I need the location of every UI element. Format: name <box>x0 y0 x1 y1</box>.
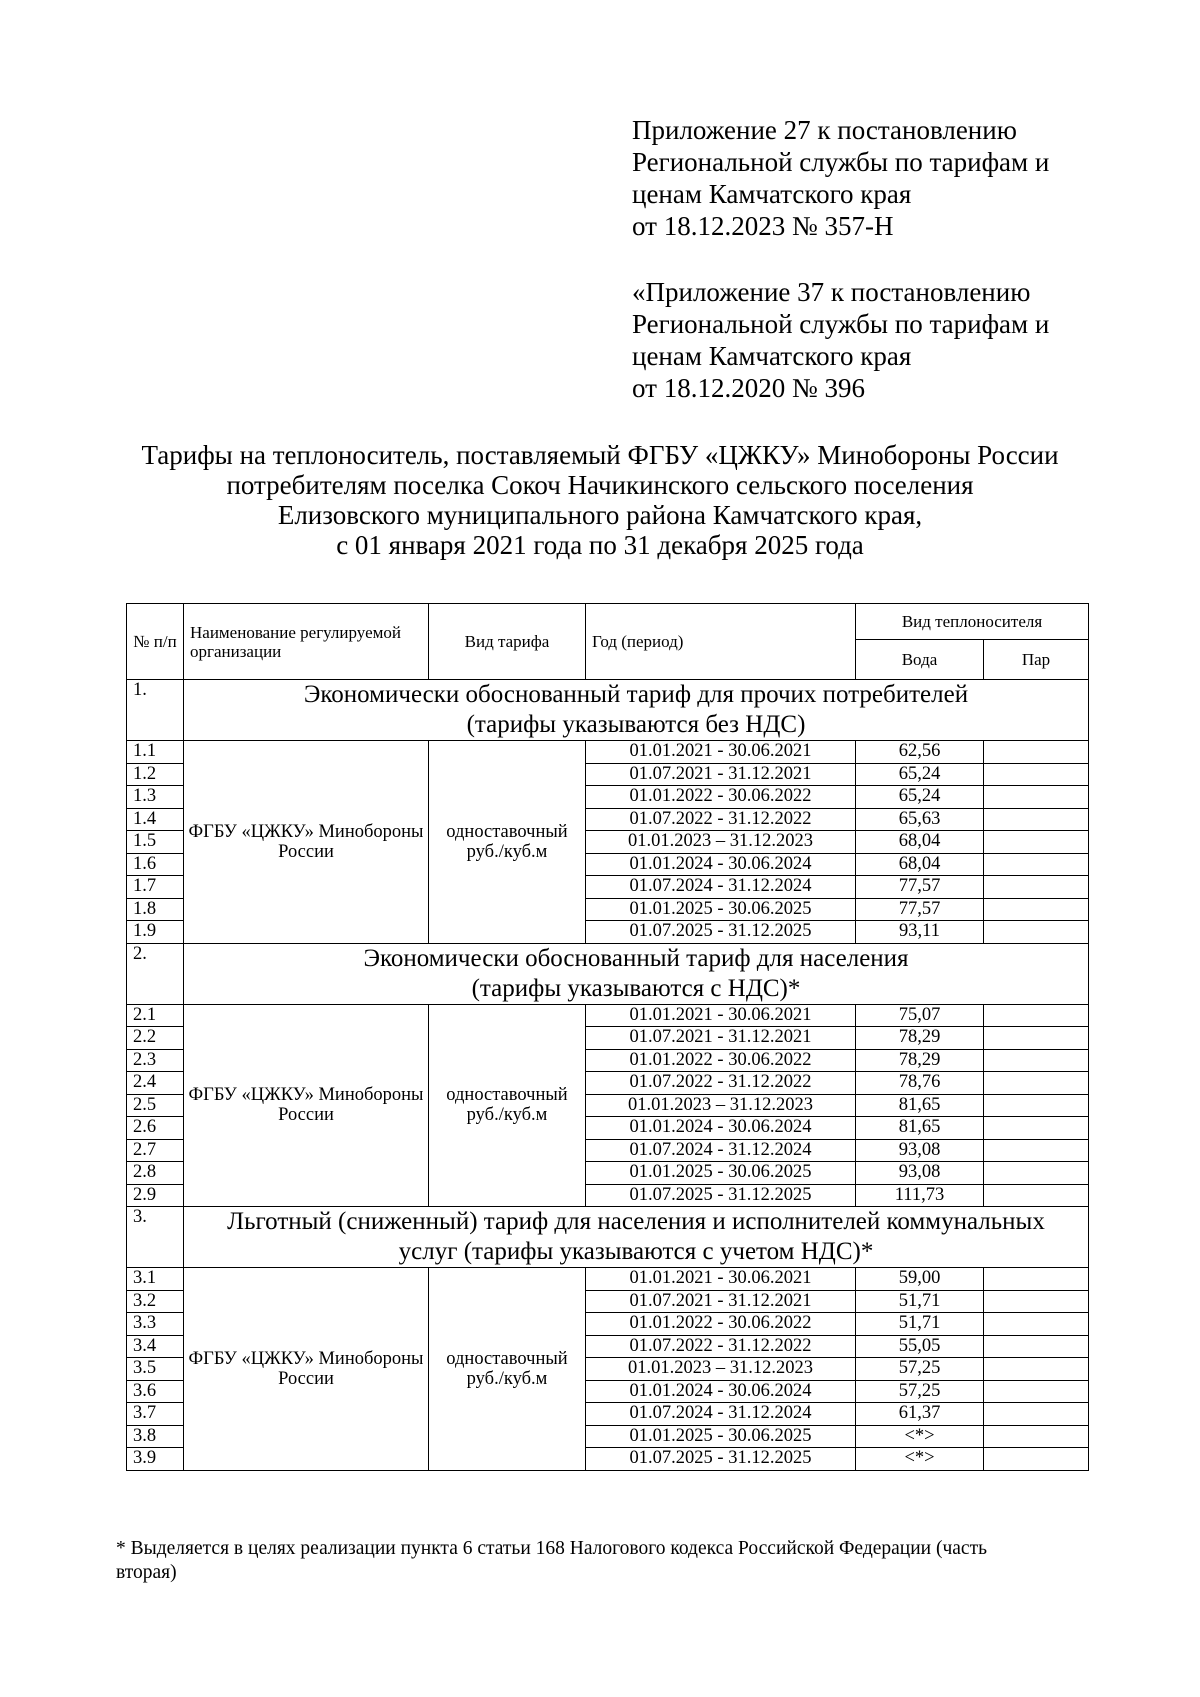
section-num: 2. <box>127 943 184 1004</box>
table-row <box>127 741 1089 764</box>
appendix-line: от 18.12.2023 № 357-Н <box>632 211 894 241</box>
steam-value <box>984 1027 1089 1050</box>
steam-value <box>984 1313 1089 1336</box>
steam-value <box>984 898 1089 921</box>
row-num: 1.3 <box>127 786 184 809</box>
row-num: 3.3 <box>127 1313 184 1336</box>
org-name: ФГБУ «ЦЖКУ» Минобороны России <box>184 1004 429 1207</box>
water-value: 78,29 <box>856 1049 984 1072</box>
appendix-line: от 18.12.2020 № 396 <box>632 373 865 403</box>
steam-value <box>984 876 1089 899</box>
row-num: 3.2 <box>127 1290 184 1313</box>
water-value: 68,04 <box>856 853 984 876</box>
steam-value <box>984 1004 1089 1027</box>
water-value: 77,57 <box>856 876 984 899</box>
steam-value <box>984 1380 1089 1403</box>
steam-value <box>984 1117 1089 1140</box>
period-cell: 01.01.2024 - 30.06.2024 <box>586 853 856 876</box>
row-num: 1.4 <box>127 808 184 831</box>
row-num: 1.9 <box>127 921 184 944</box>
steam-value <box>984 831 1089 854</box>
steam-value <box>984 921 1089 944</box>
row-num: 1.7 <box>127 876 184 899</box>
section-row <box>127 680 1089 741</box>
row-num: 3.7 <box>127 1403 184 1426</box>
period-cell: 01.07.2024 - 31.12.2024 <box>586 876 856 899</box>
appendix-line: «Приложение 37 к постановлению <box>632 277 1031 307</box>
appendix-line: Региональной службы по тарифам и <box>632 147 1050 177</box>
appendix-line: Приложение 27 к постановлению <box>632 115 1017 145</box>
water-value: 65,24 <box>856 786 984 809</box>
water-value: 111,73 <box>856 1184 984 1207</box>
period-cell: 01.01.2024 - 30.06.2024 <box>586 1117 856 1140</box>
section-title-line: (тарифы указываются без НДС) <box>466 711 806 738</box>
row-num: 2.9 <box>127 1184 184 1207</box>
period-cell: 01.07.2025 - 31.12.2025 <box>586 1184 856 1207</box>
water-value: <*> <box>856 1448 984 1471</box>
period-cell: 01.01.2021 - 30.06.2021 <box>586 1268 856 1291</box>
section-title-line: Экономически обоснованный тариф для прочих потребителей <box>303 681 969 708</box>
water-value: 78,76 <box>856 1072 984 1095</box>
section-title-line: (тарифы указываются с НДС)* <box>471 974 801 1002</box>
period-cell: 01.01.2023 – 31.12.2023 <box>586 1358 856 1381</box>
footnote-line: * Выделяется в целях реализации пункта 6 статьи 168 Налогового кодекса Российской Федерации (часть <box>116 1538 988 1559</box>
period-cell: 01.07.2024 - 31.12.2024 <box>586 1403 856 1426</box>
period-cell: 01.01.2023 – 31.12.2023 <box>586 1094 856 1117</box>
row-num: 2.7 <box>127 1139 184 1162</box>
section-title-line: услуг (тарифы указываются с учетом НДС)* <box>398 1238 874 1265</box>
row-num: 1.1 <box>127 741 184 764</box>
row-num: 2.2 <box>127 1027 184 1050</box>
appendix-block-current <box>632 114 1049 242</box>
row-num: 3.4 <box>127 1335 184 1358</box>
header-tariff-type: Вид тарифа <box>429 604 586 680</box>
period-cell: 01.07.2021 - 31.12.2021 <box>586 1290 856 1313</box>
period-cell: 01.07.2022 - 31.12.2022 <box>586 1072 856 1095</box>
steam-value <box>984 741 1089 764</box>
header-num: № п/п <box>127 604 184 680</box>
section-title <box>184 680 1089 741</box>
table-row <box>127 1268 1089 1291</box>
row-num: 1.8 <box>127 898 184 921</box>
org-name: ФГБУ «ЦЖКУ» Минобороны России <box>184 1268 429 1471</box>
water-value: 55,05 <box>856 1335 984 1358</box>
tariff-type: одноставочный руб./куб.м <box>429 1268 586 1471</box>
row-num: 2.5 <box>127 1094 184 1117</box>
steam-value <box>984 1448 1089 1471</box>
steam-value <box>984 1072 1089 1095</box>
section-title <box>184 1207 1089 1268</box>
row-num: 3.6 <box>127 1380 184 1403</box>
steam-value <box>984 1094 1089 1117</box>
tariff-type: одноставочный руб./куб.м <box>429 1004 586 1207</box>
water-value: 68,04 <box>856 831 984 854</box>
title-line: Елизовского муниципального района Камчатского края, <box>277 500 923 530</box>
document-title <box>80 440 1120 560</box>
water-value: 77,57 <box>856 898 984 921</box>
period-cell: 01.07.2025 - 31.12.2025 <box>586 1448 856 1471</box>
section-title <box>184 943 1089 1004</box>
water-value: 51,71 <box>856 1313 984 1336</box>
section-row <box>127 1207 1089 1268</box>
org-name: ФГБУ «ЦЖКУ» Минобороны России <box>184 741 429 944</box>
water-value: 65,24 <box>856 763 984 786</box>
section-num: 1. <box>127 680 184 741</box>
period-cell: 01.01.2022 - 30.06.2022 <box>586 1049 856 1072</box>
water-value: 59,00 <box>856 1268 984 1291</box>
water-value: 57,25 <box>856 1380 984 1403</box>
appendix-line: ценам Камчатского края <box>632 179 912 209</box>
period-cell: 01.01.2021 - 30.06.2021 <box>586 1004 856 1027</box>
water-value: 93,08 <box>856 1162 984 1185</box>
footnote-line: вторая) <box>116 1562 177 1583</box>
section-title-line: Экономически обоснованный тариф для населения <box>363 944 909 972</box>
water-value: 51,71 <box>856 1290 984 1313</box>
period-cell: 01.07.2021 - 31.12.2021 <box>586 1027 856 1050</box>
row-num: 2.4 <box>127 1072 184 1095</box>
water-value: 57,25 <box>856 1358 984 1381</box>
title-line: потребителям поселка Сокоч Начикинского сельского поселения <box>226 470 974 500</box>
row-num: 3.8 <box>127 1425 184 1448</box>
row-num: 1.2 <box>127 763 184 786</box>
water-value: 93,08 <box>856 1139 984 1162</box>
section-title-line: Льготный (сниженный) тариф для населения и исполнителей коммунальных <box>227 1208 1045 1235</box>
header-period: Год (период) <box>586 604 856 680</box>
steam-value <box>984 1049 1089 1072</box>
steam-value <box>984 1184 1089 1207</box>
period-cell: 01.01.2022 - 30.06.2022 <box>586 786 856 809</box>
row-num: 2.1 <box>127 1004 184 1027</box>
steam-value <box>984 1162 1089 1185</box>
period-cell: 01.01.2022 - 30.06.2022 <box>586 1313 856 1336</box>
water-value: 81,65 <box>856 1094 984 1117</box>
table-row <box>127 1004 1089 1027</box>
water-value: 62,56 <box>856 741 984 764</box>
period-cell: 01.01.2025 - 30.06.2025 <box>586 1162 856 1185</box>
period-cell: 01.01.2025 - 30.06.2025 <box>586 1425 856 1448</box>
steam-value <box>984 1139 1089 1162</box>
section-row <box>127 943 1089 1004</box>
steam-value <box>984 853 1089 876</box>
steam-value <box>984 1335 1089 1358</box>
period-cell: 01.07.2025 - 31.12.2025 <box>586 921 856 944</box>
steam-value <box>984 1268 1089 1291</box>
steam-value <box>984 786 1089 809</box>
row-num: 1.5 <box>127 831 184 854</box>
tariff-table <box>126 603 1089 1471</box>
water-value: 65,63 <box>856 808 984 831</box>
period-cell: 01.01.2025 - 30.06.2025 <box>586 898 856 921</box>
water-value: 81,65 <box>856 1117 984 1140</box>
row-num: 2.8 <box>127 1162 184 1185</box>
period-cell: 01.07.2022 - 31.12.2022 <box>586 808 856 831</box>
footnote <box>116 1537 1126 1585</box>
row-num: 2.3 <box>127 1049 184 1072</box>
steam-value <box>984 1425 1089 1448</box>
water-value: 78,29 <box>856 1027 984 1050</box>
tariff-type: одноставочный руб./куб.м <box>429 741 586 944</box>
appendix-line: ценам Камчатского края <box>632 341 912 371</box>
title-line: Тарифы на теплоноситель, поставляемый ФГБУ «ЦЖКУ» Минобороны России <box>141 440 1059 470</box>
row-num: 2.6 <box>127 1117 184 1140</box>
steam-value <box>984 808 1089 831</box>
water-value: 75,07 <box>856 1004 984 1027</box>
steam-value <box>984 1358 1089 1381</box>
header-org: Наименование регулируемой организации <box>184 604 429 680</box>
steam-value <box>984 1290 1089 1313</box>
period-cell: 01.01.2024 - 30.06.2024 <box>586 1380 856 1403</box>
period-cell: 01.07.2021 - 31.12.2021 <box>586 763 856 786</box>
water-value: 61,37 <box>856 1403 984 1426</box>
appendix-line: Региональной службы по тарифам и <box>632 309 1050 339</box>
header-carrier: Вид теплоносителя <box>856 604 1089 640</box>
appendix-block-original <box>632 276 1049 404</box>
title-line: с 01 января 2021 года по 31 декабря 2025 года <box>336 530 864 560</box>
period-cell: 01.07.2024 - 31.12.2024 <box>586 1139 856 1162</box>
row-num: 3.1 <box>127 1268 184 1291</box>
header-water: Вода <box>856 640 984 680</box>
period-cell: 01.01.2023 – 31.12.2023 <box>586 831 856 854</box>
steam-value <box>984 763 1089 786</box>
section-num: 3. <box>127 1207 184 1268</box>
row-num: 1.6 <box>127 853 184 876</box>
header-steam: Пар <box>984 640 1089 680</box>
period-cell: 01.01.2021 - 30.06.2021 <box>586 741 856 764</box>
water-value: 93,11 <box>856 921 984 944</box>
row-num: 3.9 <box>127 1448 184 1471</box>
steam-value <box>984 1403 1089 1426</box>
period-cell: 01.07.2022 - 31.12.2022 <box>586 1335 856 1358</box>
water-value: <*> <box>856 1425 984 1448</box>
row-num: 3.5 <box>127 1358 184 1381</box>
